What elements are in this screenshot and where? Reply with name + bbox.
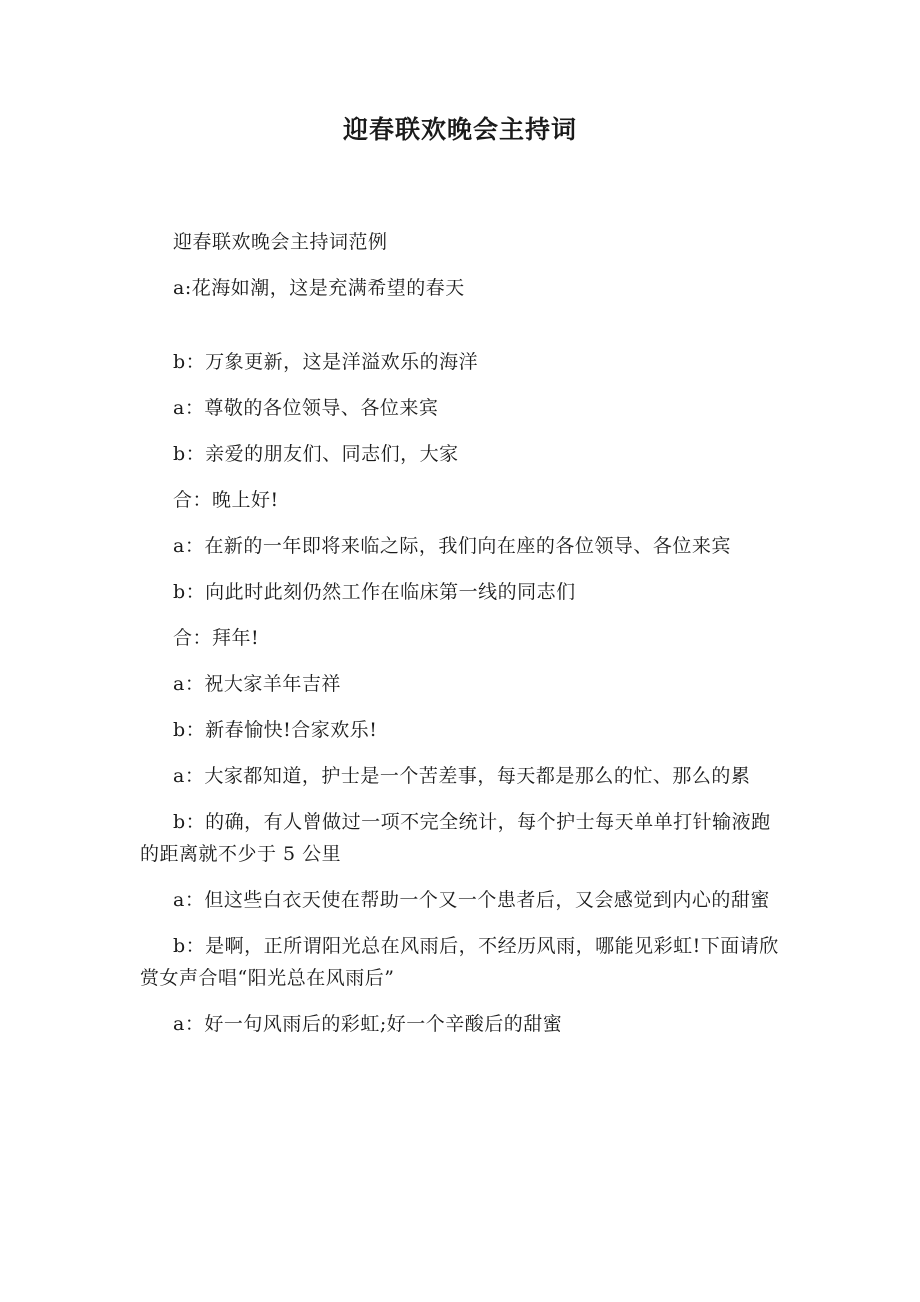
paragraph: b：亲爱的朋友们、同志们，大家 xyxy=(173,443,459,465)
paragraph: a：大家都知道，护士是一个苦差事，每天都是那么的忙、那么的累 xyxy=(173,765,751,787)
paragraph: b：是啊，正所谓阳光总在风雨后，不经历风雨，哪能见彩虹!下面请欣赏女声合唱“阳光总在风雨后” xyxy=(140,935,779,989)
paragraph: b：的确，有人曾做过一项不完全统计，每个护士每天单单打针输液跑的距离就不少于 5 公里 xyxy=(140,811,771,865)
paragraph: a:花海如潮，这是充满希望的春天 xyxy=(173,277,465,299)
paragraph: 合：拜年! xyxy=(173,627,260,649)
paragraph: b：向此时此刻仍然工作在临床第一线的同志们 xyxy=(173,581,576,603)
paragraph: 合：晚上好! xyxy=(173,489,279,511)
paragraph: a：祝大家羊年吉祥 xyxy=(173,673,341,695)
paragraph: a：但这些白衣天使在帮助一个又一个患者后，又会感觉到内心的甜蜜 xyxy=(173,889,770,911)
paragraph: a：好一句风雨后的彩虹;好一个辛酸后的甜蜜 xyxy=(173,1013,563,1035)
paragraph: b：万象更新，这是洋溢欢乐的海洋 xyxy=(173,351,479,373)
paragraph: a：在新的一年即将来临之际，我们向在座的各位领导、各位来宾 xyxy=(173,535,731,557)
document-body xyxy=(140,226,780,1054)
paragraph: 迎春联欢晚会主持词范例 xyxy=(173,231,388,253)
document-title: 迎春联欢晚会主持词 xyxy=(342,115,577,144)
paragraph: b：新春愉快!合家欢乐! xyxy=(173,719,378,741)
paragraph: a：尊敬的各位领导、各位来宾 xyxy=(173,397,439,419)
